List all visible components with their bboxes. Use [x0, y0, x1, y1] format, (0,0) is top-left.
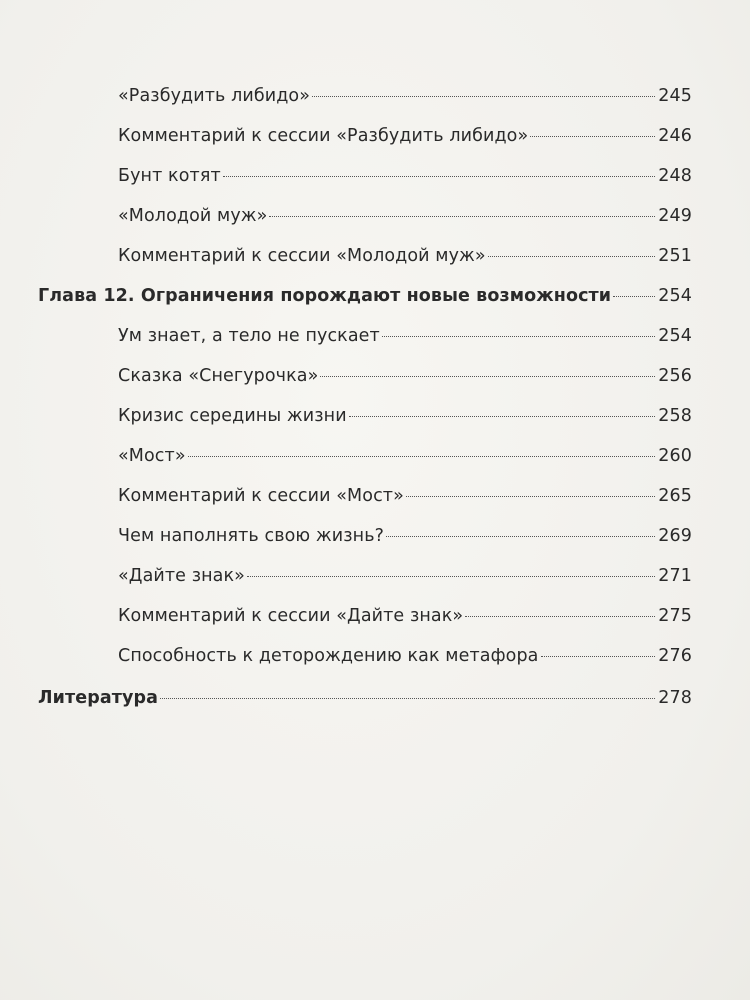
toc-literature-entry: [38, 688, 692, 728]
toc-entry: [38, 366, 692, 406]
toc-entry: [38, 86, 692, 126]
toc-entry-page: 249: [658, 206, 692, 226]
toc-entry: [38, 126, 692, 166]
toc-entry-title: Комментарий к сессии «Молодой муж»: [118, 246, 486, 266]
toc-entry-page: 271: [658, 566, 692, 586]
toc-entry-title: Бунт котят: [118, 166, 221, 186]
table-of-contents: [38, 86, 692, 728]
toc-entry-page: 256: [658, 366, 692, 386]
toc-entry-page: 260: [658, 446, 692, 466]
dot-leader: [541, 656, 656, 657]
toc-chapter-title: Глава 12. Ограничения порождают новые возможности: [38, 286, 612, 306]
dot-leader: [530, 136, 655, 137]
dot-leader: [247, 576, 655, 577]
toc-entry-title: «Разбудить либидо»: [118, 86, 311, 106]
toc-entry-title: Кризис середины жизни: [118, 406, 347, 426]
dot-leader: [160, 698, 655, 699]
dot-leader: [223, 176, 656, 177]
toc-entry-page: 275: [658, 606, 692, 626]
toc-entry-title: Сказка «Снегурочка»: [118, 366, 319, 386]
dot-leader: [382, 336, 655, 337]
toc-entry: [38, 646, 692, 686]
toc-entry-page: 258: [658, 406, 692, 426]
toc-entry-title: Чем наполнять свою жизнь?: [118, 526, 384, 546]
toc-entry-page: 245: [658, 86, 692, 106]
dot-leader: [269, 216, 655, 217]
toc-entry-title: Комментарий к сессии «Мост»: [118, 486, 404, 506]
toc-entry-title: Комментарий к сессии «Дайте знак»: [118, 606, 464, 626]
toc-entry: [38, 326, 692, 366]
dot-leader: [406, 496, 655, 497]
toc-entry-title: «Мост»: [118, 446, 186, 466]
toc-entry-page: 254: [658, 286, 692, 306]
toc-entry-page: 265: [658, 486, 692, 506]
toc-entry-title: Комментарий к сессии «Разбудить либидо»: [118, 126, 529, 146]
toc-entry: [38, 206, 692, 246]
dot-leader: [465, 616, 655, 617]
dot-leader: [188, 456, 656, 457]
toc-entry-page: 254: [658, 326, 692, 346]
toc-entry: [38, 566, 692, 606]
toc-entry-title: «Молодой муж»: [118, 206, 268, 226]
toc-entry-page: 246: [658, 126, 692, 146]
toc-entry-page: 251: [658, 246, 692, 266]
toc-entry: [38, 606, 692, 646]
toc-entry-title: «Дайте знак»: [118, 566, 245, 586]
toc-entry: [38, 526, 692, 566]
dot-leader: [613, 296, 655, 297]
toc-entry-title: Ум знает, а тело не пускает: [118, 326, 380, 346]
toc-entry: [38, 246, 692, 286]
dot-leader: [320, 376, 655, 377]
dot-leader: [312, 96, 655, 97]
toc-entry: [38, 406, 692, 446]
toc-entry: [38, 446, 692, 486]
toc-entry-page: 248: [658, 166, 692, 186]
toc-entry: [38, 486, 692, 526]
dot-leader: [488, 256, 656, 257]
toc-entry: [38, 166, 692, 206]
toc-chapter-entry: [38, 286, 692, 326]
toc-chapter-title: Литература: [38, 688, 159, 708]
dot-leader: [386, 536, 655, 537]
toc-entry-page: 276: [658, 646, 692, 666]
toc-entry-title: Способность к деторождению как метафора: [118, 646, 539, 666]
toc-entry-page: 269: [658, 526, 692, 546]
toc-entry-page: 278: [658, 688, 692, 708]
dot-leader: [349, 416, 656, 417]
